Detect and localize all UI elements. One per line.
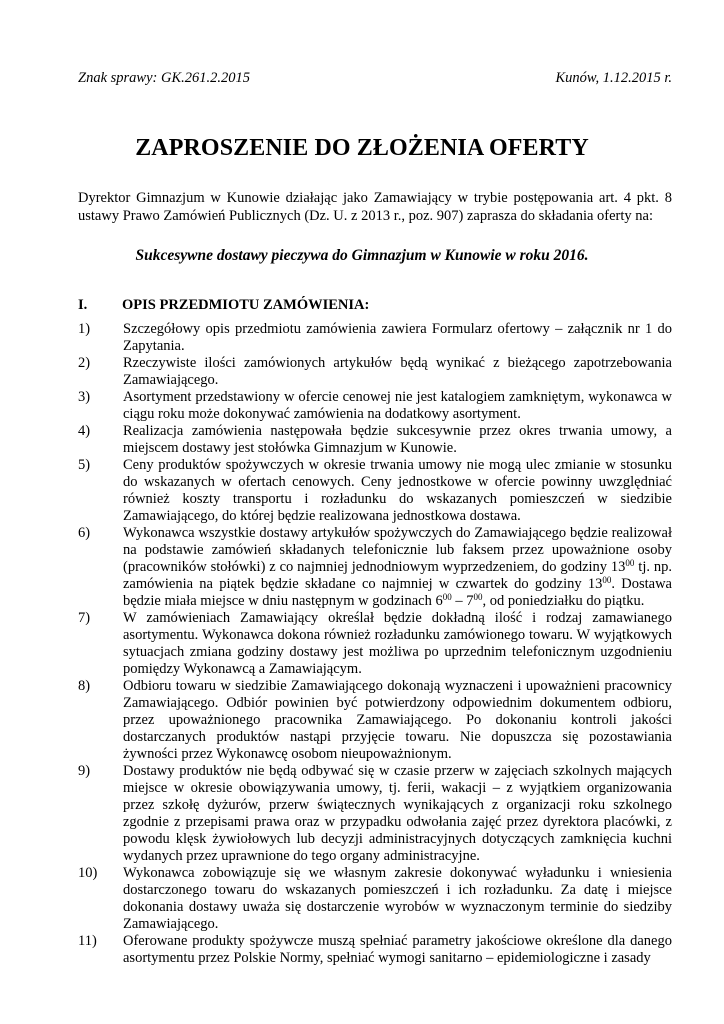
superscript: 00 bbox=[625, 558, 635, 568]
list-item bbox=[78, 525, 672, 610]
superscript: 00 bbox=[473, 592, 483, 602]
list-item bbox=[78, 933, 672, 967]
list-item-number: 9) bbox=[78, 763, 91, 779]
superscript: 00 bbox=[442, 592, 452, 602]
list-item-text bbox=[123, 525, 672, 610]
list-item-number: 11) bbox=[78, 933, 97, 949]
list-item-text: Asortyment przedstawiony w ofercie cenowej nie jest katalogiem zamkniętym, wykonawca w ciągu roku może dokonywać zamówienia na dodatkowy asortyment. bbox=[123, 389, 672, 422]
list-item-text: Dostawy produktów nie będą odbywać się w czasie przerw w zajęciach szkolnych mających miejsce w okresie obowiązywania umowy, tj. ferii, wakacji – z wyjątkiem organizowania przez szkołę dyżurów, przerw świątecznych wynikających z organizacji roku szkolnego zgodnie z przepisami prawa oraz w przypadku odwołania zajęć przez dyrektora placówki, z powodu klęsk żywiołowych lub decyzji administracyjnych dotyczących zamknięcia kuchni wydanych przez uprawnione do tego organy administracyjne. bbox=[123, 763, 672, 864]
list-item bbox=[78, 865, 672, 933]
superscript: 00 bbox=[602, 575, 612, 585]
list-item-number: 5) bbox=[78, 457, 91, 473]
text-run: – 7 bbox=[451, 593, 474, 609]
text-run: tj. np. zamówienia na piątek będzie składane co najmniej w czwartek do godziny 13 bbox=[123, 559, 672, 592]
text-run: . Dostawa będzie miała miejsce w dniu następnym w godzinach 6 bbox=[123, 576, 672, 609]
list-item-number: 7) bbox=[78, 610, 91, 626]
list-item bbox=[78, 610, 672, 678]
list-item-text: Realizacja zamówienia następowała będzie sukcesywnie przez okres trwania umowy, a miejscem dostawy jest stołówka Gimnazjum w Kunowie. bbox=[123, 423, 672, 456]
section-number: I. bbox=[78, 297, 88, 313]
list-item-text: Wykonawca zobowiązuje się we własnym zakresie dokonywać wyładunku i wniesienia dostarczonego towaru do wskazanych pomieszczeń i ich rozładunku. Za datę i miejsce dokonania dostawy uważa się dostarczenie wyrobów w wyznaczonym terminie do siedziby Zamawiającego. bbox=[123, 865, 672, 932]
text-run: Wykonawca wszystkie dostawy artykułów spożywczych do Zamawiającego będzie realizował na podstawie zamówień składanych telefonicznie lub faksem przez upoważnione osoby (pracowników stołówki) z co najmniej jednodniowym wyprzedzeniem, do godziny 13 bbox=[123, 525, 672, 575]
list-item-text: Odbioru towaru w siedzibie Zamawiającego dokonają wyznaczeni i upoważnieni pracownicy Zamawiającego. Odbiór powinien być potwierdzony odpowiednim dokumentem odbioru, przez upoważnionego pracownika Zamawiającego. Po dokonaniu kontroli jakości dostarczanych produktów nastąpi przyjęcie towaru. Nie dopuszcza się pozostawiania żywności przez Wykonawcę osobom nieupoważnionym. bbox=[123, 678, 672, 762]
list-item-text: W zamówieniach Zamawiający określał będzie dokładną ilość i rodzaj zamawianego asortymentu. Wykonawca dokona również rozładunku zamówionego towaru. W wyjątkowych sytuacjach zmiana godziny dostawy jest możliwa po uprzednim telefonicznym uzgodnieniu pomiędzy Wykonawcą a Zamawiającym. bbox=[123, 610, 672, 677]
case-reference: Znak sprawy: GK.261.2.2015 bbox=[78, 70, 250, 86]
list-item-number: 6) bbox=[78, 525, 91, 541]
section-title: OPIS PRZEDMIOTU ZAMÓWIENIA: bbox=[122, 297, 370, 313]
list-item-number: 2) bbox=[78, 355, 91, 371]
list-item bbox=[78, 389, 672, 423]
list-item bbox=[78, 763, 672, 865]
order-subject: Sukcesywne dostawy pieczywa do Gimnazjum w Kunowie w roku 2016. bbox=[135, 247, 589, 264]
list-item-number: 10) bbox=[78, 865, 98, 881]
place-and-date: Kunów, 1.12.2015 r. bbox=[555, 70, 672, 86]
section-heading bbox=[78, 296, 369, 314]
intro-paragraph: Dyrektor Gimnazjum w Kunowie działając jako Zamawiający w trybie postępowania art. 4 pkt. 8 ustawy Prawo Zamówień Publicznych (Dz. U. z 2013 r., poz. 907) zaprasza do składania oferty na: bbox=[78, 190, 672, 224]
list-item-text: Szczegółowy opis przedmiotu zamówienia zawiera Formularz ofertowy – załącznik nr 1 do Zapytania. bbox=[123, 321, 672, 354]
list-item-number: 8) bbox=[78, 678, 91, 694]
document-title: ZAPROSZENIE DO ZŁOŻENIA OFERTY bbox=[135, 135, 589, 161]
list-item-number: 4) bbox=[78, 423, 91, 439]
list-item-number: 1) bbox=[78, 321, 91, 337]
list-item-text: Ceny produktów spożywczych w okresie trwania umowy nie mogą ulec zmianie w stosunku do wskazanych w ofertach cenowych. Ceny jednostkowe w ofercie powinny uwzględniać również koszty transportu i rozładunku do wskazanych pomieszczeń w siedzibie Zamawiającego, do której będzie realizowana jednostkowa dostawa. bbox=[123, 457, 672, 524]
list-item-text: Oferowane produkty spożywcze muszą spełniać parametry jakościowe określone dla danego asortymentu przez Polskie Normy, spełniać wymogi sanitarno – epidemiologiczne i zasady bbox=[123, 933, 672, 966]
list-item bbox=[78, 321, 672, 355]
list-item bbox=[78, 355, 672, 389]
list-item bbox=[78, 423, 672, 457]
text-run: , od poniedziałku do piątku. bbox=[482, 593, 645, 609]
list-item bbox=[78, 457, 672, 525]
list-item-text: Rzeczywiste ilości zamówionych artykułów będą wynikać z bieżącego zapotrzebowania Zamawiającego. bbox=[123, 355, 672, 388]
requirements-list bbox=[78, 321, 672, 967]
list-item bbox=[78, 678, 672, 763]
list-item-number: 3) bbox=[78, 389, 91, 405]
